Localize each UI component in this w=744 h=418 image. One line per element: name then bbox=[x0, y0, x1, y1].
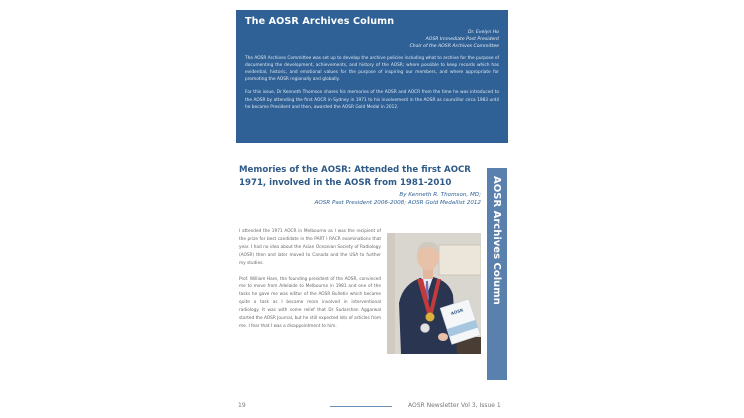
signature-block bbox=[245, 29, 499, 51]
archives-box-title: The AOSR Archives Column bbox=[245, 16, 395, 27]
section-side-tab bbox=[487, 168, 507, 380]
journal-label: AOSR bbox=[450, 307, 464, 316]
archives-intro-paragraph: The AOSR Archives Committee was set up to develop the archive policies including what to archive for the purpose of documenting the development, achievements, and history of the AOSR; where possible to keep records which has evidential, historic, and emotional values for the purpose of inspiring our members, and where appropriate for promoting the AOSR regionally and globally. bbox=[245, 55, 499, 83]
archives-intro-box bbox=[236, 10, 508, 143]
signature-name: Dr. Evelyn Ho bbox=[467, 30, 499, 35]
byline-author: By Kenneth R. Thomson, MD; bbox=[399, 192, 481, 198]
side-tab-label: AOSR Archives Column bbox=[491, 176, 502, 305]
archives-issue-paragraph: For this issue, Dr Kenneth Thomson shares his memories of the AOSR and AOCR from the time he was introduced to the AOSR by attending the first AOCR in Sydney in 1971 to his involvement in the AOSR as councillor circa 1983 until he became President and then, awarded the AOSR Gold Medal in 2012. bbox=[245, 90, 499, 110]
article-byline bbox=[239, 192, 481, 207]
signature-role-1: AOSR Immediate Past President bbox=[425, 37, 499, 43]
article-paragraph: Prof. William Hare, the founding president of the AOSR, convinced me to move from Adelaide to Melbourne in 1981 and one of the tasks he gave me was editor of the AOSR Bulletin which became quite a task as I became more involved in interventional radiology. It was with some relief that Dr Sudarshan Aggarwal started the AOSR Journal, but he still expected lots of articles from me. I fear that I was a disappointment to him. bbox=[239, 276, 381, 329]
article-title: Memories of the AOSR: Attended the first AOCR 1971, involved in the AOSR from 1981-2010 bbox=[239, 165, 471, 188]
newsletter-issue: AOSR Newsletter Vol 3, Issue 1 bbox=[408, 402, 501, 409]
article-paragraph: I attended the 1971 AOCR in Melbourne as I was the recipient of the prize for best candidate in the PART I RACR examinations that year. I had no idea about the Asian Oceanian Society of Radiology (AOSR) then and later moved to Canada and the USA to further my studies. bbox=[239, 229, 381, 266]
author-photo-illustration bbox=[387, 233, 481, 354]
author-photo bbox=[387, 233, 481, 354]
byline-credentials: AOSR Past President 2006-2008; AOSR Gold Medallist 2012 bbox=[314, 199, 481, 206]
article-body bbox=[239, 228, 381, 331]
footer-divider bbox=[330, 406, 392, 407]
page-number: 19 bbox=[238, 402, 246, 409]
signature-role-2: Chair of the AOSR Archives Committee bbox=[409, 44, 499, 50]
